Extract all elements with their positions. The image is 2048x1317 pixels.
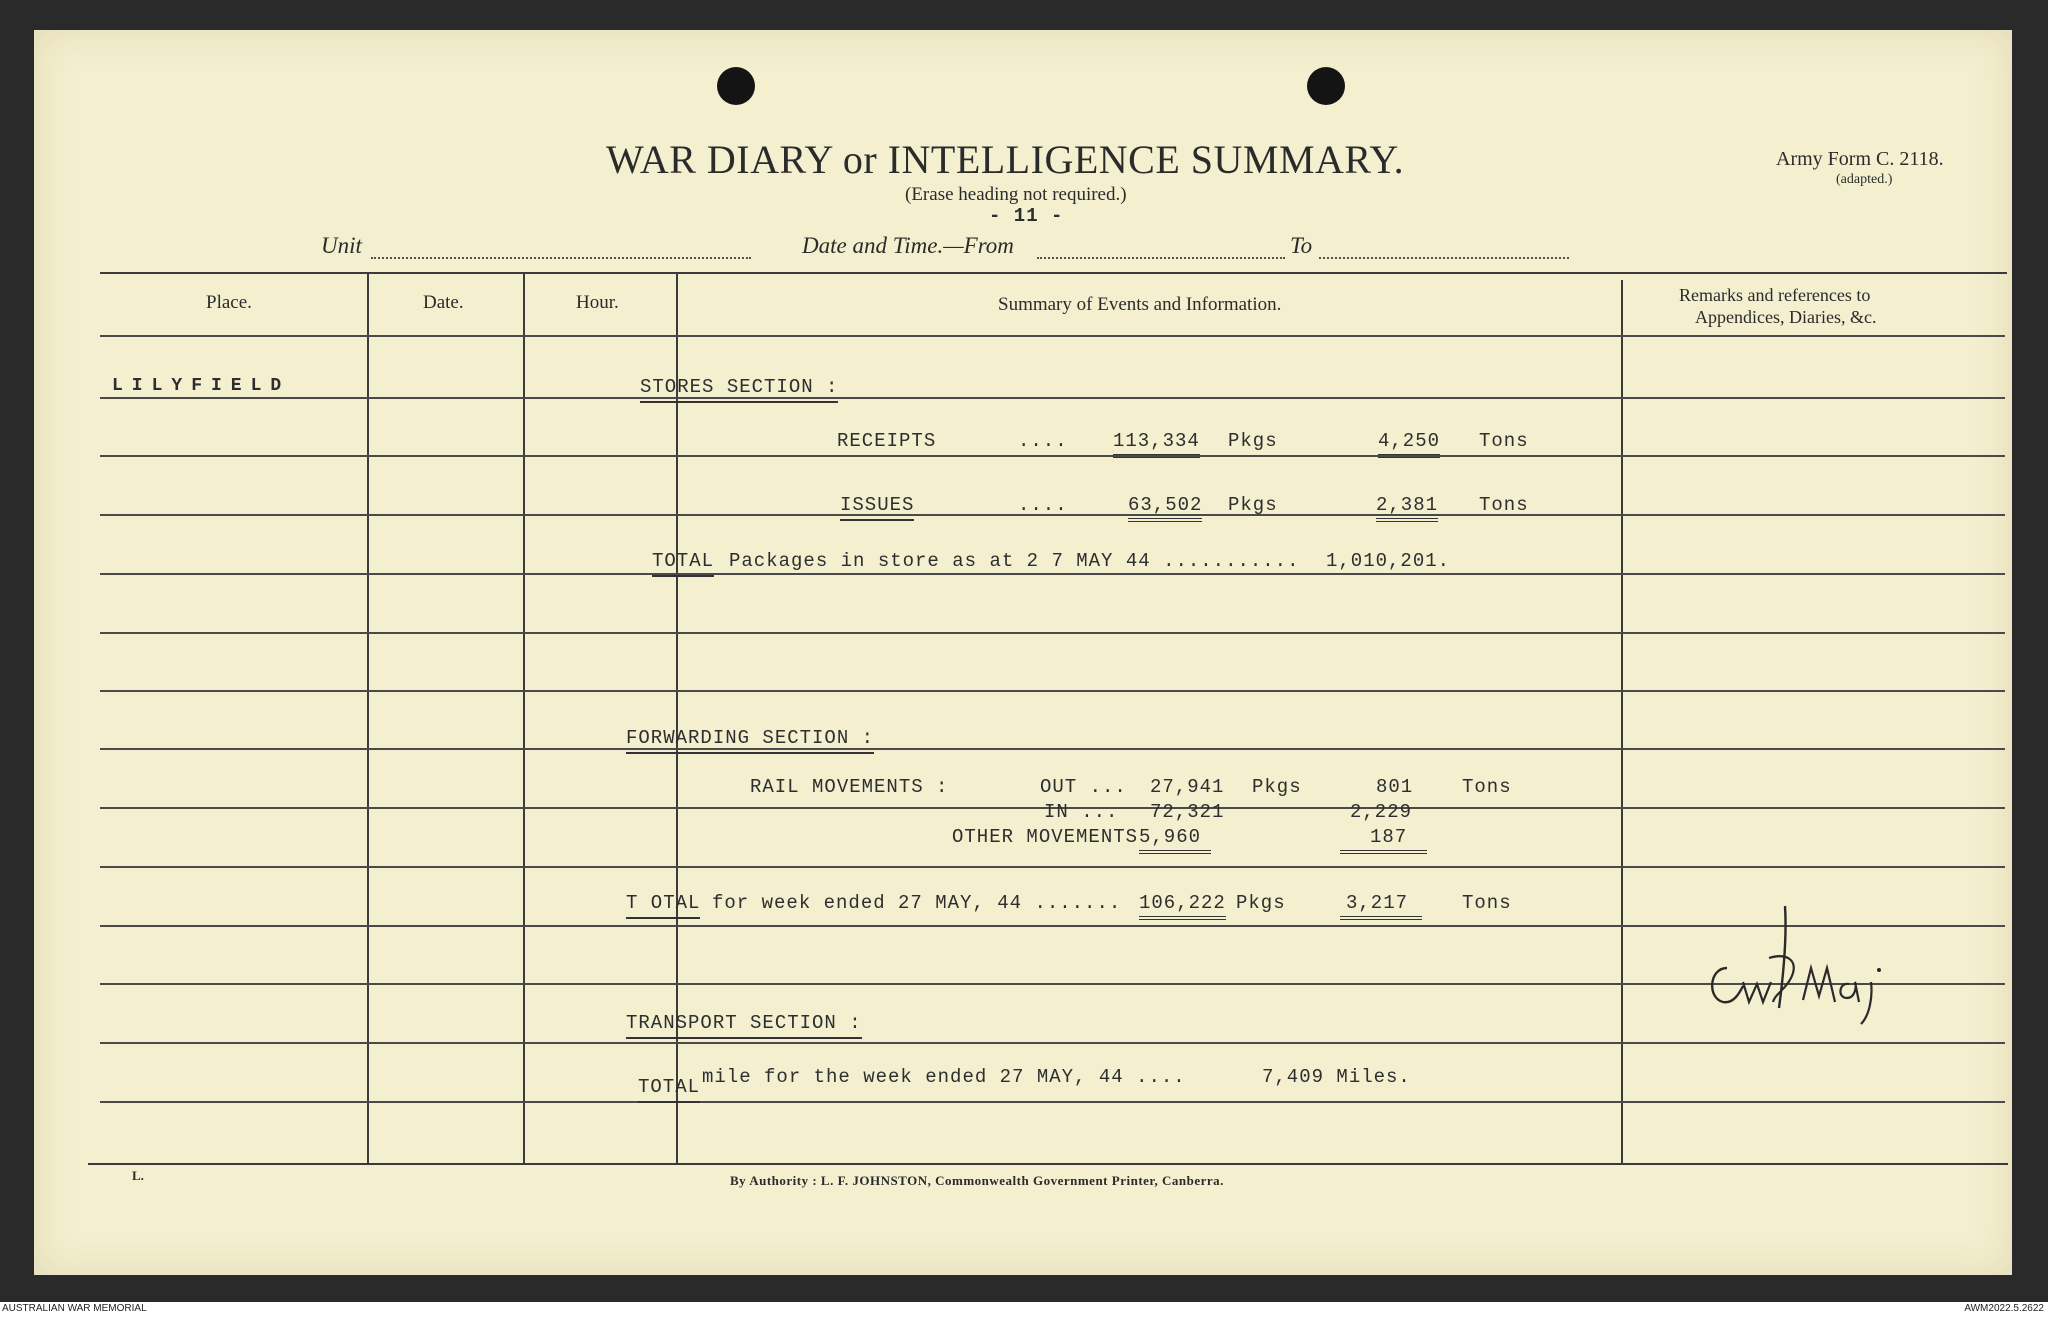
column-header-hour: Hour. bbox=[576, 292, 619, 313]
unit-field-dots bbox=[371, 257, 751, 259]
column-header-remarks-line1: Remarks and references to bbox=[1679, 285, 1871, 305]
table-top-rule bbox=[100, 272, 2007, 274]
forwarding-section-heading: FORWARDING SECTION : bbox=[626, 727, 874, 754]
army-form-name: Army Form C. 2118. bbox=[1776, 148, 1944, 170]
column-header-summary: Summary of Events and Information. bbox=[998, 294, 1282, 315]
archive-name: AUSTRALIAN WAR MEMORIAL bbox=[2, 1303, 147, 1314]
footer-left-mark: L. bbox=[132, 1168, 144, 1183]
place-lilyfield: LILYFIELD bbox=[112, 376, 291, 396]
archive-strip bbox=[0, 1302, 2048, 1317]
table-bottom-rule bbox=[88, 1163, 2008, 1165]
printer-authority: By Authority : L. F. JOHNSTON, Commonwealth Government Printer, Canberra. bbox=[730, 1173, 1224, 1188]
form-title: WAR DIARY or INTELLIGENCE SUMMARY. bbox=[606, 137, 1405, 182]
army-form-note: (adapted.) bbox=[1836, 172, 1893, 187]
signature bbox=[1699, 898, 1899, 1038]
war-diary-form: WAR DIARY or INTELLIGENCE SUMMARY. (Erase heading not required.) - 11 - Army Form C. 2118. (adapted.) Unit Date and Time.—From To Place. Date. Hour. Summary of Events and Information. Remarks and references to Appendices, Diaries, &c. LILYFIELD STORES SECTION : RECEIPTS .... 113,334 Pkgs 4,250 Tons ISSUES .... 63,502 Pkgs 2,381 Tons TOTAL Packages in store as at 2 7 MAY 44 ........... 1,010,201. FORWARDING SECTION : RAIL MOVEMENTS : OUT ... 27,941 Pkgs 801 Tons IN ... 72,321 2,229 OTHER MOVEMENTS 5,960 187 T OTAL for week ended 27 MAY, 44 ....... 106,222 Pkgs 3,217 Tons TRANSPORT SECTION : TOTAL mile for the week ended 27 MAY, 44 .... 7,409 Miles. L. By Authority : L. F. JOHNSTON, Commonwealth Government Printer, Canberra. bbox=[34, 30, 2012, 1275]
punch-hole-left bbox=[717, 67, 755, 105]
column-header-remarks-line2: Appendices, Diaries, &c. bbox=[1695, 307, 1877, 327]
to-label: To bbox=[1290, 233, 1313, 258]
date-from-dots bbox=[1037, 257, 1285, 259]
column-header-date: Date. bbox=[423, 292, 464, 313]
stores-section-heading: STORES SECTION : bbox=[640, 376, 838, 403]
date-time-label: Date and Time.—From bbox=[802, 233, 1014, 258]
archive-reference: AWM2022.5.2622 bbox=[1964, 1303, 2044, 1314]
column-divider-summary bbox=[1621, 280, 1623, 1164]
column-divider-date bbox=[523, 274, 525, 1164]
transport-section-heading: TRANSPORT SECTION : bbox=[626, 1012, 862, 1039]
column-divider-place bbox=[367, 274, 369, 1164]
unit-label: Unit bbox=[321, 233, 362, 258]
form-subtitle: (Erase heading not required.) bbox=[905, 184, 1127, 205]
punch-hole-right bbox=[1307, 67, 1345, 105]
page-number: - 11 - bbox=[989, 205, 1064, 227]
column-header-place: Place. bbox=[206, 292, 252, 313]
date-to-dots bbox=[1319, 257, 1569, 259]
